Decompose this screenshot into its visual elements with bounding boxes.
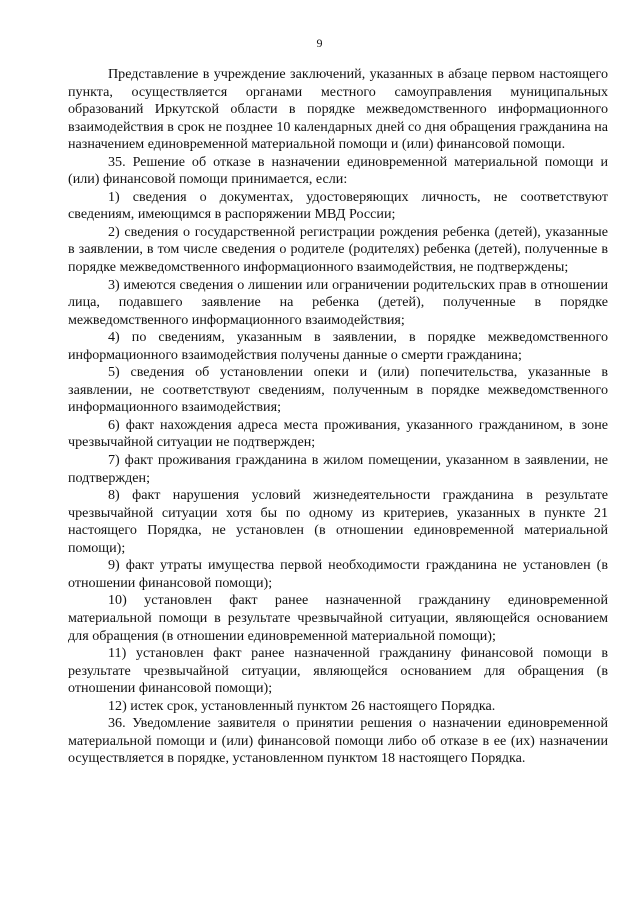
document-body: [68, 66, 608, 768]
list-item: 10) установлен факт ранее назначенной гражданину единовременной материальной помощи в результате чрезвычайной ситуации, являющейся основанием для обращения (в отношении единовременной материальной помощи);: [68, 592, 608, 644]
paragraph-item-35: 35. Решение об отказе в назначении единовременной материальной помощи и (или) финансовой помощи принимается, если:: [68, 153, 608, 188]
list-item: 7) факт проживания гражданина в жилом помещении, указанном в заявлении, не подтвержден;: [68, 452, 608, 486]
paragraph-conclusions-submission: Представление в учреждение заключений, указанных в абзаце первом настоящего пункта, осуществляется органами местного самоуправления муниципальных образований Иркутской области в порядке межведомственного информационного взаимодействия в срок не позднее 10 календарных дней со дня обращения гражданина на назначением единовременной материальной помощи и (или) финансовой помощи.: [68, 66, 608, 153]
list-item: 8) факт нарушения условий жизнедеятельности гражданина в результате чрезвычайной ситуации хотя бы по одному из критериев, указанных в пункте 21 настоящего Порядка, не установлен (в отношении единовременной материальной помощи);: [68, 487, 608, 556]
list-item: 5) сведения об установлении опеки и (или) попечительства, указанные в заявлении, не соответствуют сведениям, полученным в порядке межведомственного информационного взаимодействия;: [68, 364, 608, 416]
list-item: 11) установлен факт ранее назначенной гражданину финансовой помощи в результате чрезвычайной ситуации, являющейся основанием для обращения (в отношении финансовой помощи);: [68, 645, 608, 697]
list-item: 4) по сведениям, указанным в заявлении, в порядке межведомственного информационного взаимодействия получены данные о смерти гражданина;: [68, 329, 608, 363]
list-item: 9) факт утраты имущества первой необходимости гражданина не установлен (в отношении финансовой помощи);: [68, 557, 608, 591]
list-item: 1) сведения о документах, удостоверяющих личность, не соответствуют сведениям, имеющимся в распоряжении МВД России;: [68, 188, 608, 223]
list-item: 6) факт нахождения адреса места проживания, указанного гражданином, в зоне чрезвычайной ситуации не подтвержден;: [68, 416, 608, 451]
list-item: 3) имеются сведения о лишении или ограничении родительских прав в отношении лица, подавшего заявление на ребенка (детей), полученные в порядке межведомственного информационного взаимодействия;: [68, 276, 608, 328]
list-item: 2) сведения о государственной регистрации рождения ребенка (детей), указанные в заявлении, в том числе сведения о родителе (родителях) ребенка (детей), полученные в порядке межведомственного информационного взаимодействия, не подтверждены;: [68, 223, 608, 276]
page-number: 9: [316, 36, 323, 50]
paragraph-item-36: 36. Уведомление заявителя о принятии решения о назначении единовременной материальной помощи и (или) финансовой помощи либо об отказе в ее (их) назначении осуществляется в порядке, установленном пунктом 18 настоящего Порядка.: [68, 715, 608, 767]
list-item: 12) истек срок, установленный пунктом 26 настоящего Порядка.: [108, 697, 496, 714]
